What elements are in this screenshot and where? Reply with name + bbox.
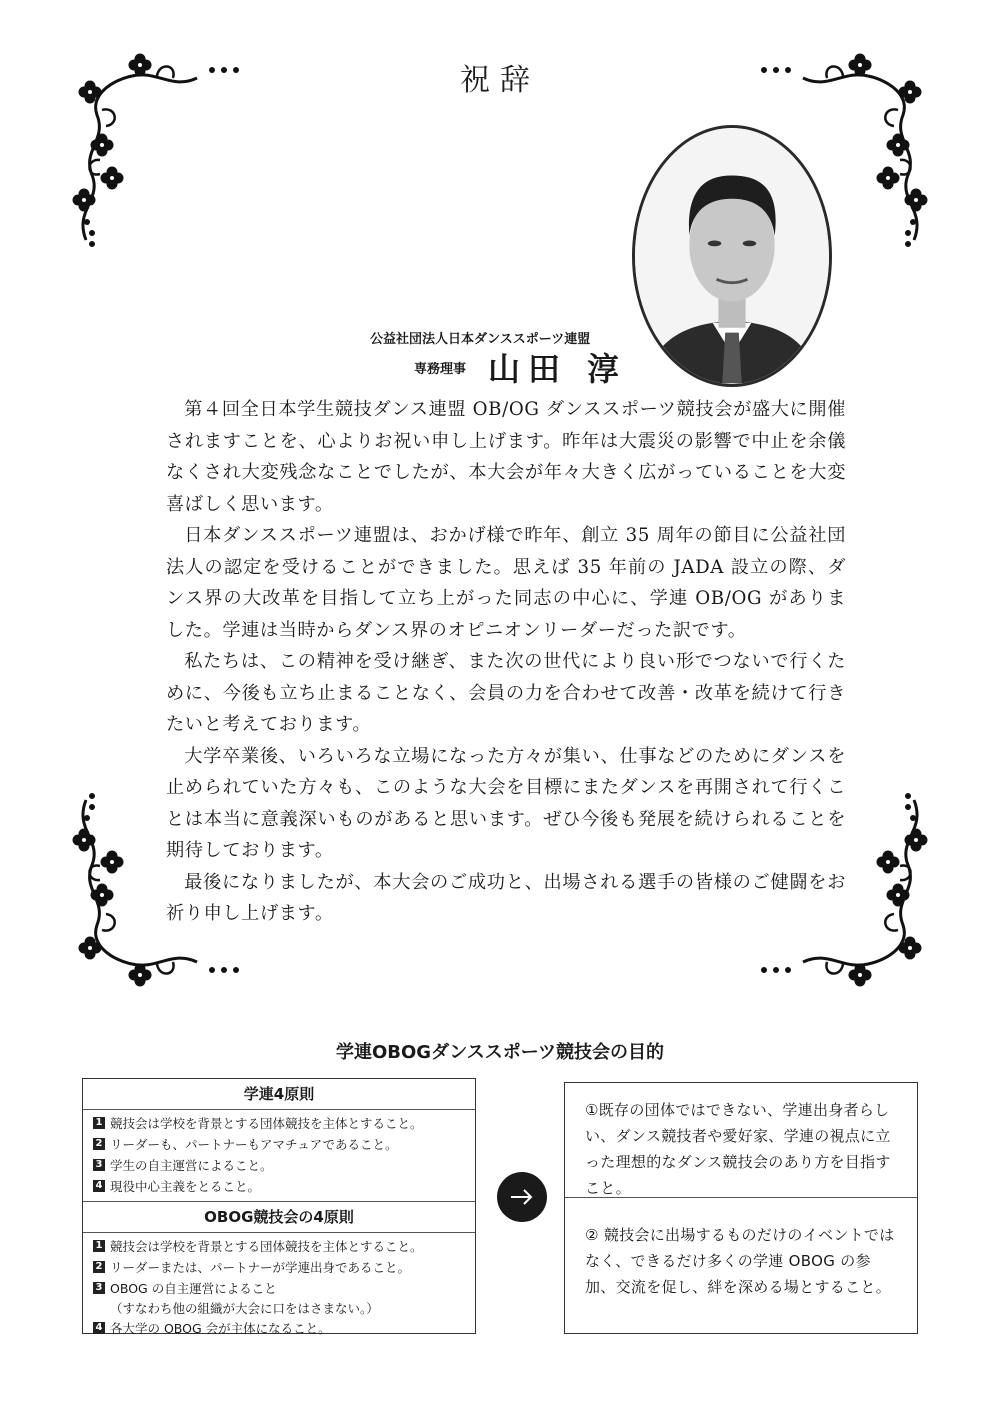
list-item [91,1113,467,1134]
list-item [91,1155,467,1176]
rule-text: リーダーまたは、パートナーが学連出身であること。 [110,1260,411,1275]
list-item [91,1176,467,1197]
rule-text: リーダーも、パートナーもアマチュアであること。 [110,1137,398,1152]
paragraph: 私たちは、この精神を受け継ぎ、また次の世代により良い形でつないで行くために、今後も立ち止まることなく、会員の力を合わせて改善・改革を続けて行きたいと考えております。 [166,651,846,735]
rule-text: 各大学の OBOG 会が主体になること。 [110,1321,331,1336]
number-badge: 1 [93,1240,105,1252]
purpose-title: 学連OBOGダンススポーツ競技会の目的 [335,1042,665,1063]
paragraph: 大学卒業後、いろいろな立場になった方々が集い、仕事などのためにダンスを止められていた方々も、このような大会を目標にまたダンスを再開されて行くことは本当に意義深いものがあると思います。ぜひ今後も発展を続けられることを期待しております。 [166,745,846,861]
list-item [91,1257,467,1278]
list-item [91,1134,467,1155]
number-badge: 4 [93,1322,105,1334]
organization-name: 公益社団法人日本ダンススポーツ連盟 [370,332,591,347]
number-badge: 4 [93,1180,105,1192]
gakuren-principles-heading: 学連4原則 [83,1079,475,1110]
principles-box [82,1078,476,1334]
rule-text: 競技会は学校を背景とする団体競技を主体とすること。 [110,1116,423,1131]
rule-text: 競技会は学校を背景とする団体競技を主体とすること。 [110,1239,423,1254]
paragraph: 第４回全日本学生競技ダンス連盟 OB/OG ダンススポーツ競技会が盛大に開催されますことを、心よりお祝い申し上げます。昨年は大震災の影響で中止を余儀なくされ大変残念なことでしたが、本大会が年々大きく広がっていることを大変喜ばしく思います。 [166,399,846,515]
obog-principles-list [83,1233,475,1343]
rule-text: 現役中心主義をとること。 [110,1179,261,1194]
list-item [91,1318,467,1339]
rule-text: OBOG の自主運営によること [110,1281,277,1296]
goal-item: ①既存の団体ではできない、学連出身者らしい、ダンス競技者や愛好家、学連の視点に立った理想的なダンス競技会のあり方を目指すこと。 [565,1083,917,1198]
rule-text: 学生の自主運営によること。 [110,1158,273,1173]
number-badge: 2 [93,1261,105,1273]
goals-box [564,1082,918,1334]
rule-note: （すなわち他の組織が大会に口をはさまない。） [110,1301,379,1316]
author-role: 専務理事 [414,362,467,377]
greeting-body [166,394,846,930]
page-title: 祝辞 [460,63,540,98]
number-badge: 3 [93,1159,105,1171]
paragraph: 最後になりましたが、本大会のご成功と、出場される選手の皆様のご健闘をお祈り申し上げます。 [166,871,846,924]
list-item [91,1236,467,1257]
author-name: 山田 淳 [488,350,628,388]
number-badge: 3 [93,1282,105,1294]
goal-item: ② 競技会に出場するものだけのイベントではなく、できるだけ多くの学連 OBOG の参加、交流を促し、絆を深める場とすること。 [585,1226,895,1296]
gakuren-principles-list [83,1110,475,1201]
arrow-right-icon [497,1172,547,1222]
list-item [91,1278,467,1299]
number-badge: 2 [93,1138,105,1150]
number-badge: 1 [93,1117,105,1129]
portrait-photo-icon [632,125,832,387]
obog-principles-heading: OBOG競技会の4原則 [83,1201,475,1233]
paragraph: 日本ダンススポーツ連盟は、おかげ様で昨年、創立 35 周年の節目に公益社団法人の認定を受けることができました。思えば 35 年前の JADA 設立の際、ダンス界の大改革を目指して立ち上がった同志の中心に、学連 OB/OG がありました。学連は当時からダンス界のオピニオンリーダーだった訳です。 [166,525,846,641]
